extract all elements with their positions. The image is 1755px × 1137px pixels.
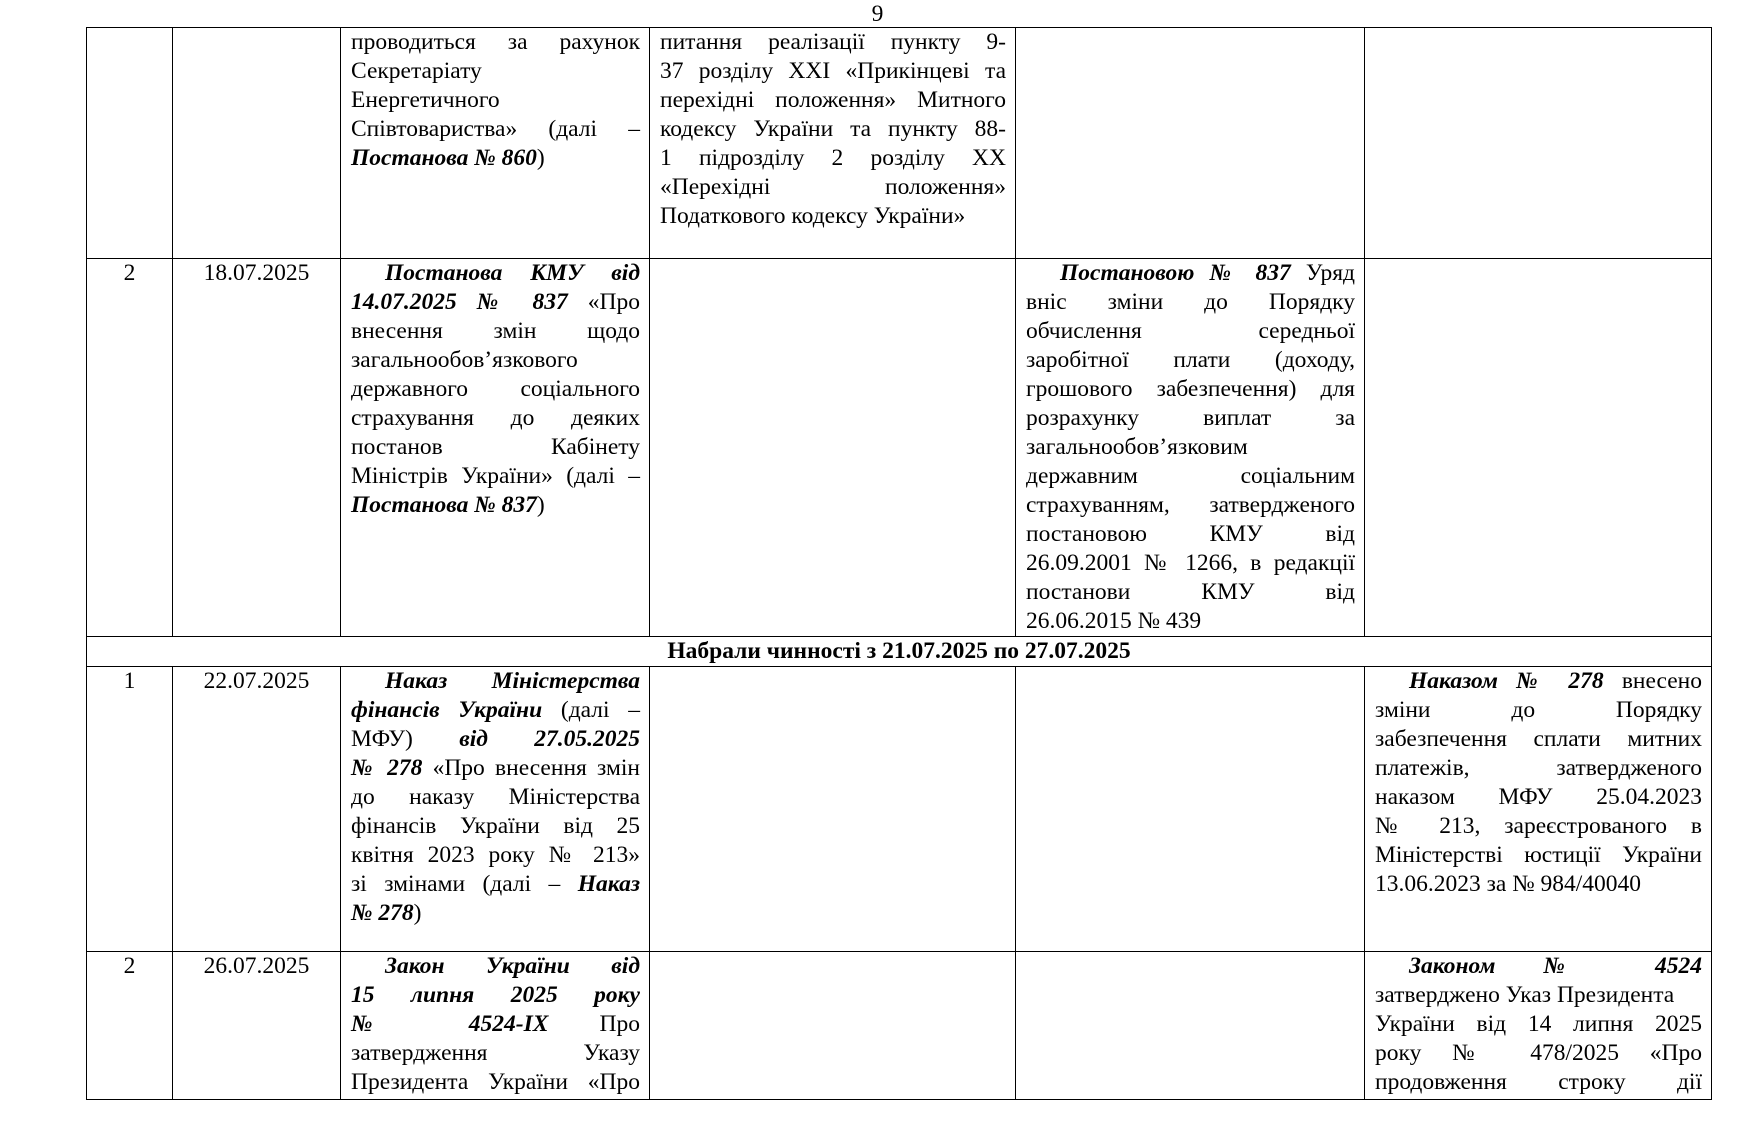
tax-note-cell — [1016, 667, 1365, 952]
text-line — [1375, 725, 1702, 754]
text-line — [1375, 696, 1702, 725]
text-line — [351, 317, 640, 346]
text-run: постанов Кабінету — [351, 434, 640, 460]
text-run: України від 14 липня 2025 — [1375, 1011, 1702, 1037]
text-run: Міністрів України» (далі – — [351, 463, 640, 489]
text-line — [351, 28, 640, 57]
emphasized-text: від 27.05.2025 — [459, 726, 641, 752]
text-line — [1026, 317, 1355, 346]
text-line — [351, 144, 640, 173]
emphasized-text: Постанова КМУ від — [385, 260, 640, 286]
text-run: постановою КМУ від — [1026, 521, 1355, 547]
text-line — [351, 899, 640, 928]
text-run: МФУ) — [351, 726, 460, 752]
table-row — [87, 259, 1712, 637]
text-line — [1026, 259, 1355, 288]
legal-act-cell — [341, 667, 650, 952]
text-line — [351, 841, 640, 870]
emphasized-text: 15 липня 2025 року — [351, 982, 640, 1008]
legal-act-cell — [341, 952, 650, 1100]
text-line — [351, 259, 640, 288]
emphasized-text: № 278 — [351, 755, 423, 781]
text-run: заробітної плати (доходу, — [1026, 347, 1355, 373]
text-line — [351, 57, 640, 86]
emphasized-text: Постанова № 860 — [351, 145, 537, 171]
text-line — [351, 667, 640, 696]
text-run: Про — [548, 1011, 640, 1037]
emphasized-text: Наказ Міністерства — [385, 668, 640, 694]
text-line — [351, 433, 640, 462]
customs-note-cell — [650, 952, 1016, 1100]
other-note-cell — [1365, 259, 1712, 637]
text-run: державного соціального — [351, 376, 640, 402]
emphasized-text: Законом № 4524 — [1409, 953, 1702, 979]
text-run: обчислення середньої — [1026, 318, 1355, 344]
text-run: № 213, зареєстрованого в — [1375, 813, 1702, 839]
text-line — [351, 1010, 640, 1039]
text-line — [660, 173, 1006, 202]
text-run: кодексу України та пункту 88- — [660, 116, 1006, 142]
text-line — [351, 812, 640, 841]
text-line — [351, 462, 640, 491]
text-line — [1375, 667, 1702, 696]
text-run: Податкового кодексу України» — [660, 203, 966, 229]
text-run: (далі – — [542, 697, 640, 723]
text-line — [1375, 1039, 1702, 1068]
text-line — [351, 725, 640, 754]
text-run: 37 розділу XXI «Прикінцеві та — [660, 58, 1006, 84]
text-line — [351, 696, 640, 725]
text-line — [1375, 754, 1702, 783]
tax-note-cell — [1016, 28, 1365, 259]
row-number-cell: 2 — [87, 952, 173, 1100]
text-line — [351, 1068, 640, 1097]
text-run: зі змінами (далі – — [351, 871, 578, 897]
text-run: фінансів України від 25 — [351, 813, 640, 839]
text-run: квітня 2023 року № 213» — [351, 842, 640, 868]
text-run: року № 478/2025 «Про — [1375, 1040, 1702, 1066]
text-run: Президента України «Про — [351, 1069, 640, 1095]
text-line — [660, 57, 1006, 86]
text-run: страхування до деяких — [351, 405, 640, 431]
text-run: вніс зміни до Порядку — [1026, 289, 1355, 315]
text-line — [660, 86, 1006, 115]
text-run: внесення змін щодо — [351, 318, 640, 344]
text-run: зміни до Порядку — [1375, 697, 1702, 723]
text-run: Енергетичного — [351, 87, 500, 113]
emphasized-text: Постановою № 837 — [1060, 260, 1291, 286]
text-run: ) — [413, 900, 422, 926]
emphasized-text: № 278 — [351, 900, 414, 926]
text-line — [351, 288, 640, 317]
other-note-cell — [1365, 28, 1712, 259]
customs-note-cell — [650, 667, 1016, 952]
text-line — [1375, 783, 1702, 812]
text-line — [351, 404, 640, 433]
text-run: ) — [536, 492, 545, 518]
text-line — [1375, 841, 1702, 870]
text-line — [1026, 375, 1355, 404]
text-line — [351, 346, 640, 375]
text-run: загальнообов’язковим — [1026, 434, 1248, 460]
text-run: грошового забезпечення) для — [1026, 376, 1355, 402]
text-run: Співтовариства» (далі – — [351, 116, 640, 142]
emphasized-text: Постанова № 837 — [351, 492, 537, 518]
effective-date-cell: 22.07.2025 — [173, 667, 341, 952]
text-line — [1375, 1010, 1702, 1039]
text-run: питання реалізації пункту 9- — [660, 29, 1006, 55]
text-line — [1026, 549, 1355, 578]
text-run: перехідні положення» Митного — [660, 87, 1006, 113]
legal-act-cell — [341, 28, 650, 259]
tax-note-cell — [1016, 952, 1365, 1100]
other-note-cell — [1365, 952, 1712, 1100]
customs-note-cell — [650, 259, 1016, 637]
text-run: Міністерстві юстиції України — [1375, 842, 1702, 868]
text-line — [351, 86, 640, 115]
section-header-row — [87, 637, 1712, 667]
text-line — [1026, 404, 1355, 433]
text-line — [1375, 870, 1702, 899]
legislation-table — [86, 27, 1712, 1100]
text-run: «Про — [567, 289, 640, 315]
text-line — [351, 1039, 640, 1068]
text-line — [660, 202, 1006, 231]
text-line — [351, 754, 640, 783]
text-run: 26.09.2001 № 1266, в редакції — [1026, 550, 1355, 576]
text-run: Секретаріату — [351, 58, 482, 84]
text-line — [660, 28, 1006, 57]
text-run: продовження строку дії — [1375, 1069, 1702, 1095]
effective-date-cell — [173, 28, 341, 259]
effective-date-cell: 26.07.2025 — [173, 952, 341, 1100]
text-run: державним соціальним — [1026, 463, 1355, 489]
row-number-cell: 2 — [87, 259, 173, 637]
text-line — [660, 144, 1006, 173]
text-run: проводиться за рахунок — [351, 29, 640, 55]
text-line — [351, 115, 640, 144]
text-line — [351, 783, 640, 812]
text-line — [1026, 491, 1355, 520]
page-number: 9 — [871, 1, 884, 27]
text-run: забезпечення сплати митних — [1375, 726, 1702, 752]
section-title: Набрали чинності з 21.07.2025 по 27.07.2025 — [87, 637, 1712, 667]
text-run: 26.06.2015 № 439 — [1026, 608, 1202, 634]
text-run: загальнообов’язкового — [351, 347, 578, 373]
tax-note-cell — [1016, 259, 1365, 637]
text-line — [660, 115, 1006, 144]
text-run: до наказу Міністерства — [351, 784, 640, 810]
text-line — [1375, 952, 1702, 981]
text-run: 13.06.2023 за № 984/40040 — [1375, 871, 1642, 897]
emphasized-text: 14.07.2025 № 837 — [351, 289, 568, 315]
row-number-cell — [87, 28, 173, 259]
text-line — [1026, 433, 1355, 462]
text-line — [1375, 812, 1702, 841]
text-run: внесено — [1603, 668, 1702, 694]
text-line — [351, 952, 640, 981]
emphasized-text: № 4524-IX — [351, 1011, 549, 1037]
table-row — [87, 952, 1712, 1100]
text-line — [351, 491, 640, 520]
text-run: платежів, затвердженого — [1375, 755, 1702, 781]
text-run: Уряд — [1290, 260, 1355, 286]
emphasized-text: Наказом № 278 — [1409, 668, 1604, 694]
text-run: «Перехідні положення» — [660, 174, 1006, 200]
text-line — [1375, 981, 1702, 1010]
emphasized-text: Закон України від — [385, 953, 640, 979]
customs-note-cell — [650, 28, 1016, 259]
text-line — [1375, 1068, 1702, 1097]
text-run: страхуванням, затвердженого — [1026, 492, 1355, 518]
legal-act-cell — [341, 259, 650, 637]
text-run: затвердження Указу — [351, 1040, 640, 1066]
text-line — [351, 981, 640, 1010]
other-note-cell — [1365, 667, 1712, 952]
effective-date-cell: 18.07.2025 — [173, 259, 341, 637]
text-run: постанови КМУ від — [1026, 579, 1355, 605]
emphasized-text: фінансів України — [351, 697, 543, 723]
text-run: затверджено Указ Президента — [1375, 982, 1675, 1008]
text-line — [1026, 520, 1355, 549]
text-run: ) — [536, 145, 545, 171]
text-line — [1026, 346, 1355, 375]
emphasized-text: Наказ — [577, 871, 640, 897]
row-number-cell: 1 — [87, 667, 173, 952]
text-line — [351, 375, 640, 404]
text-line — [1026, 288, 1355, 317]
text-line — [1026, 578, 1355, 607]
text-run: розрахунку виплат за — [1026, 405, 1355, 431]
text-line — [1026, 607, 1355, 636]
text-run: «Про внесення змін — [422, 755, 640, 781]
table-row — [87, 28, 1712, 259]
text-line — [1026, 462, 1355, 491]
text-run: 1 підрозділу 2 розділу XX — [660, 145, 1006, 171]
text-line — [351, 870, 640, 899]
table-row — [87, 667, 1712, 952]
text-run: наказом МФУ 25.04.2023 — [1375, 784, 1702, 810]
